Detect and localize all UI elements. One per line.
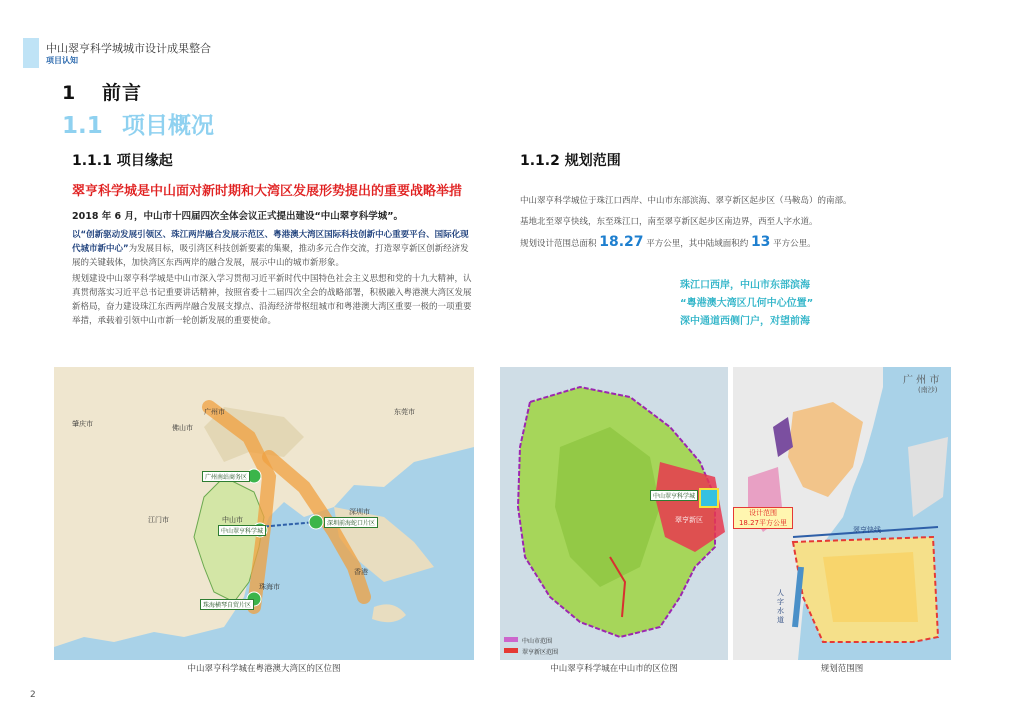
box-qianhai-shekou: 深圳前海蛇口片区 — [324, 517, 378, 528]
legend-zhongshan-range: 中山市范围 — [522, 638, 553, 645]
box-cuiheng-science-city: 中山翠亨科学城 — [218, 525, 266, 536]
bay-area-location-map — [54, 367, 474, 660]
paragraph-goals-bold: 以“创新驱动发展引领区、珠江两岸融合发展示范区、粤港澳大湾区国际科技创新中心重要平台、国际化现代城市新中心” — [72, 230, 469, 254]
scope-land-area: 13 — [750, 234, 771, 250]
label-guangzhou: 广州市 — [204, 408, 225, 416]
label-jiangmen: 江门市 — [148, 516, 169, 524]
left-heading: 1.1.1 项目缘起 — [72, 153, 173, 169]
planning-scope-map — [733, 367, 951, 660]
label-dongguan: 东莞市 — [394, 408, 415, 416]
document-title: 中山翠亨科学城城市设计成果整合 — [46, 42, 211, 55]
map3-caption: 规划范围图 — [820, 664, 864, 674]
label-zhuhai: 珠海市 — [259, 583, 280, 591]
map2-caption: 中山翠亨科学城在中山市的区位图 — [550, 664, 678, 674]
range-callout — [733, 507, 793, 529]
zhongshan-location-map — [500, 367, 728, 660]
range-callout-area: 18.27平方公里 — [738, 519, 788, 527]
scope-line-3-post: 平方公里。 — [773, 239, 816, 249]
scope-line-3-pre: 规划设计范围总面积 — [520, 239, 597, 249]
label-zhaoqing: 肇庆市 — [72, 420, 93, 428]
paragraph-background: 规划建设中山翠亨科学城是中山市深入学习贯彻习近平新时代中国特色社会主义思想和党的十九大精神，认真贯彻落实习近平总书记重要讲话精神，按照省委十二届四次全会的战略部署，积极融入粤港澳大湾区发展新格局，奋力建设珠江东西两岸融合发展支撑点、沿海经济带枢纽城市和粤港澳大湾区重要一极的一项重要举措，承载着引领中山市新一轮创新发展的重要使命。 — [72, 274, 472, 326]
label-cuiheng-expressway: 翠亨快线 — [853, 526, 881, 534]
map1-caption: 中山翠亨科学城在粤港澳大湾区的区位图 — [187, 664, 341, 674]
scope-line-3 — [520, 234, 816, 250]
header-accent-bar — [23, 38, 39, 68]
scope-total-area: 18.27 — [599, 234, 644, 250]
right-heading: 1.1.2 规划范围 — [520, 153, 621, 169]
label-cuiheng-district: 翠亨新区 — [675, 516, 703, 524]
label-hongkong: 香港 — [354, 568, 368, 576]
highlight-line-2: “粤港澳大湾区几何中心位置” — [680, 298, 814, 309]
legend-cuiheng-range: 翠亨新区范围 — [522, 649, 559, 656]
range-callout-title: 设计范围 — [749, 509, 777, 517]
red-title: 翠亨科学城是中山面对新时期和大湾区发展形势提出的重要战略举措 — [72, 184, 463, 199]
section-number: 1 — [62, 82, 77, 104]
label-foshan: 佛山市 — [172, 424, 193, 432]
section-heading — [62, 78, 142, 105]
subsection-heading — [62, 107, 214, 140]
scope-line-1: 中山翠亨科学城位于珠江口西岸、中山市东部滨海、翠亨新区起步区（马鞍岛）的南部。 — [520, 196, 852, 206]
box-guangzhou-south: 广州南站商务区 — [202, 471, 250, 482]
highlight-line-3: 深中通道西侧门户，对望前海 — [680, 316, 810, 327]
section-title: 前言 — [102, 82, 143, 104]
paragraph-goals — [72, 228, 472, 270]
label-guangzhou-city: 广 州 市 — [903, 375, 940, 386]
subsection-number: 1.1 — [62, 113, 103, 139]
page-number: 2 — [30, 690, 36, 700]
document-subtitle: 项目认知 — [46, 56, 78, 65]
label-shenzhen: 深圳市 — [349, 508, 370, 516]
label-renzi-waterway: 人字水道 — [777, 589, 784, 624]
label-nansha: (南沙) — [918, 386, 938, 394]
box-hengqin: 珠海横琴自贸片区 — [200, 599, 254, 610]
label-zhongshan: 中山市 — [222, 516, 243, 524]
scope-line-3-mid: 平方公里，其中陆域面积约 — [646, 239, 749, 249]
location-highlights — [680, 277, 813, 331]
paragraph-goals-rest: 为发展目标，吸引湾区科技创新要素的集聚，推动多元合作交流，打造翠亨新区创新经济发展的关键载体，加快湾区东西两岸的融合发展，展示中山的城市新形象。 — [72, 244, 469, 268]
zhongshan-map-graphic — [500, 367, 728, 660]
highlight-line-1: 珠江口西岸，中山市东部滨海 — [680, 280, 810, 291]
subsection-title: 项目概况 — [122, 113, 214, 139]
label-site: 中山翠亨科学城 — [650, 490, 698, 501]
bold-statement: 2018 年 6 月，中山市十四届四次全体会议正式提出建设“中山翠亨科学城”。 — [72, 211, 403, 222]
scope-line-2: 基地北至翠亨快线，东至珠江口，南至翠亨新区起步区南边界，西至人字水道。 — [520, 217, 818, 227]
